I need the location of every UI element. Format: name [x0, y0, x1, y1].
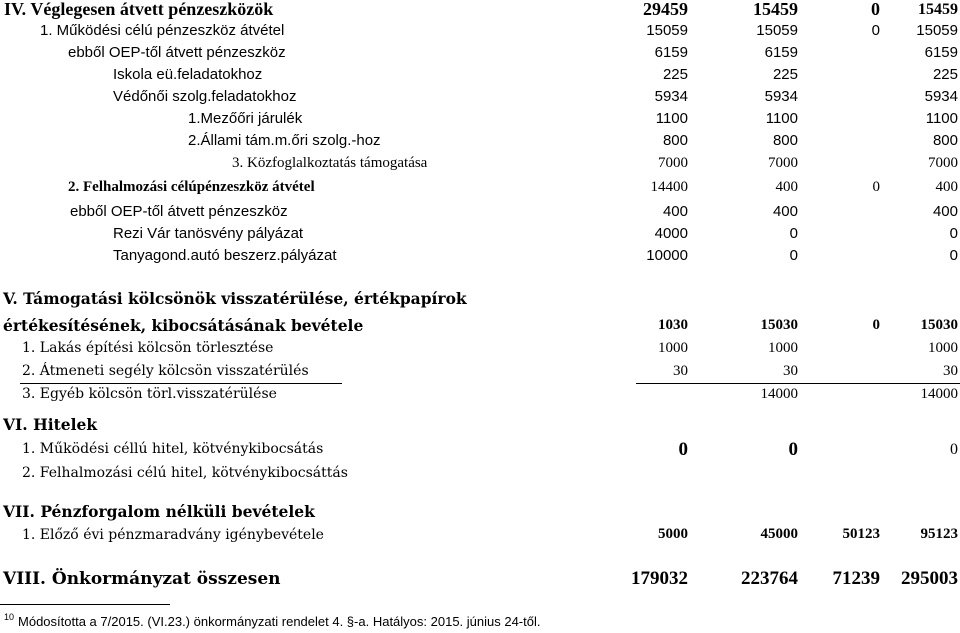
underline [20, 383, 342, 384]
section-heading-v: V. Támogatási kölcsönök visszatérülése, értékpapírok [3, 289, 467, 308]
row-label: 1.Mezőőri járulék [188, 110, 303, 127]
table-row [0, 502, 960, 524]
section-heading-iv: IV. Véglegesen átvett pénzeszközök [4, 0, 274, 19]
table-row [0, 44, 960, 64]
table-row [0, 0, 960, 21]
cell-v1: 800 [662, 132, 688, 149]
cell-v3: 0 [872, 317, 880, 333]
cell-v2: 6159 [764, 44, 798, 61]
cell-v4: 800 [932, 132, 958, 149]
cell-v2: 15459 [753, 0, 798, 19]
cell-v4: 295003 [901, 568, 958, 589]
cell-v3: 0 [871, 0, 880, 19]
cell-v2: 15059 [756, 22, 798, 39]
table-row [0, 110, 960, 130]
cell-v1: 1030 [658, 317, 688, 333]
cell-v1: 4000 [654, 225, 688, 242]
cell-v3: 71239 [832, 568, 880, 589]
cell-v1: 400 [662, 203, 688, 220]
cell-v2: 1100 [765, 110, 798, 127]
table-row [0, 88, 960, 108]
cell-v2: 800 [772, 132, 798, 149]
cell-v1: 29459 [643, 0, 688, 19]
row-label: 1. Lakás építési kölcsön törlesztése [22, 340, 274, 356]
cell-v2: 30 [783, 363, 798, 379]
section-heading-vii: VII. Pénzforgalom nélküli bevételek [3, 502, 315, 521]
table-row [0, 568, 960, 594]
cell-v4: 95123 [920, 526, 958, 542]
section-heading-vi: VI. Hitelek [3, 415, 98, 434]
cell-v4: 15030 [920, 317, 958, 333]
cell-v4: 0 [949, 247, 958, 264]
cell-v1: 6159 [654, 44, 688, 61]
cell-v2: 0 [789, 247, 798, 264]
cell-v4: 6159 [924, 44, 958, 61]
cell-v4: 0 [950, 441, 958, 458]
cell-v3: 0 [872, 179, 880, 195]
cell-v3: 50123 [842, 526, 880, 542]
cell-v2: 14000 [760, 386, 798, 402]
row-label: Védőnői szolg.feladatokhoz [113, 88, 297, 105]
row-label: Rezi Vár tanösvény pályázat [113, 225, 304, 242]
cell-v4: 30 [943, 363, 958, 379]
cell-v3: 0 [871, 22, 880, 39]
row-label: 1. Működési célú pénzeszköz átvétel [40, 22, 285, 39]
cell-v1: 14400 [650, 179, 688, 195]
cell-v1: 15059 [646, 22, 688, 39]
table-row [0, 526, 960, 548]
table-row [0, 316, 960, 338]
row-label: 2. Felhalmozási célúpénzeszköz átvétel [68, 179, 315, 195]
cell-v2: 0 [788, 439, 798, 460]
cell-v1: 1000 [658, 340, 688, 356]
cell-v1: 5000 [658, 526, 688, 542]
cell-v1: 179032 [631, 568, 688, 589]
cell-v2: 400 [775, 179, 798, 195]
table-row [0, 225, 960, 245]
cell-v1: 5934 [654, 88, 688, 105]
cell-v1: 0 [678, 439, 688, 460]
row-label: 2. Átmeneti segély kölcsön visszatérülés [22, 363, 309, 379]
table-row [0, 289, 960, 311]
table-row [0, 179, 960, 199]
cell-v2: 15030 [760, 317, 798, 333]
cell-v2: 7000 [768, 155, 798, 171]
table-row [0, 363, 960, 383]
row-label: értékesítésének, kibocsátásának bevétele [3, 316, 364, 335]
cell-v4: 1100 [925, 110, 958, 127]
underline [636, 383, 960, 384]
footnote-number: 10 [4, 612, 15, 622]
table-row [0, 415, 960, 437]
row-label: 2. Felhalmozási célú hitel, kötvénykibocsáttás [22, 465, 348, 481]
footnote-rule [0, 604, 170, 605]
row-label: 1. Előző évi pénzmaradvány igénybevétele [22, 527, 324, 543]
cell-v4: 1000 [928, 340, 958, 356]
cell-v2: 5934 [764, 88, 798, 105]
cell-v1: 1100 [655, 110, 688, 127]
table-row [0, 247, 960, 267]
cell-v4: 7000 [928, 155, 958, 171]
cell-v2: 225 [772, 66, 798, 83]
table-row [0, 465, 960, 485]
footnote-text: Módosította a 7/2015. (VI.23.) önkormányzati rendelet 4. §-a. Hatályos: 2015. június 24-től. [18, 614, 541, 629]
cell-v1: 225 [662, 66, 688, 83]
footnote [4, 612, 540, 629]
table-row [0, 439, 960, 461]
table-row [0, 386, 960, 406]
cell-v2: 223764 [741, 568, 798, 589]
cell-v4: 5934 [924, 88, 958, 105]
section-heading-viii: VIII. Önkormányzat összesen [3, 569, 281, 589]
row-label: 1. Működési céllú hitel, kötvénykibocsátás [22, 441, 324, 457]
cell-v4: 400 [932, 203, 958, 220]
cell-v2: 0 [789, 225, 798, 242]
row-label: ebből OEP-től átvett pénzeszköz [70, 203, 288, 220]
table-row [0, 22, 960, 42]
table-row [0, 66, 960, 86]
row-label: 3. Közfoglalkoztatás támogatása [232, 155, 428, 171]
cell-v4: 400 [935, 179, 958, 195]
cell-v4: 225 [932, 66, 958, 83]
cell-v4: 0 [949, 225, 958, 242]
row-label: 2.Állami tám.m.őri szolg.-hoz [188, 132, 381, 149]
row-label: ebből OEP-től átvett pénzeszköz [68, 44, 286, 61]
cell-v1: 10000 [646, 247, 688, 264]
table-row [0, 155, 960, 175]
row-label: 3. Egyéb kölcsön törl.visszatérülése [22, 386, 277, 402]
cell-v2: 45000 [760, 526, 798, 542]
table-row [0, 340, 960, 360]
cell-v4: 15459 [918, 1, 958, 18]
cell-v4: 15059 [916, 22, 958, 39]
cell-v4: 14000 [920, 386, 958, 402]
cell-v2: 1000 [768, 340, 798, 356]
row-label: Tanyagond.autó beszerz.pályázat [113, 247, 337, 264]
cell-v1: 7000 [658, 155, 688, 171]
cell-v2: 400 [772, 203, 798, 220]
table-row [0, 132, 960, 152]
row-label: Iskola eü.feladatokhoz [113, 66, 263, 83]
table-row [0, 203, 960, 223]
cell-v1: 30 [673, 363, 688, 379]
